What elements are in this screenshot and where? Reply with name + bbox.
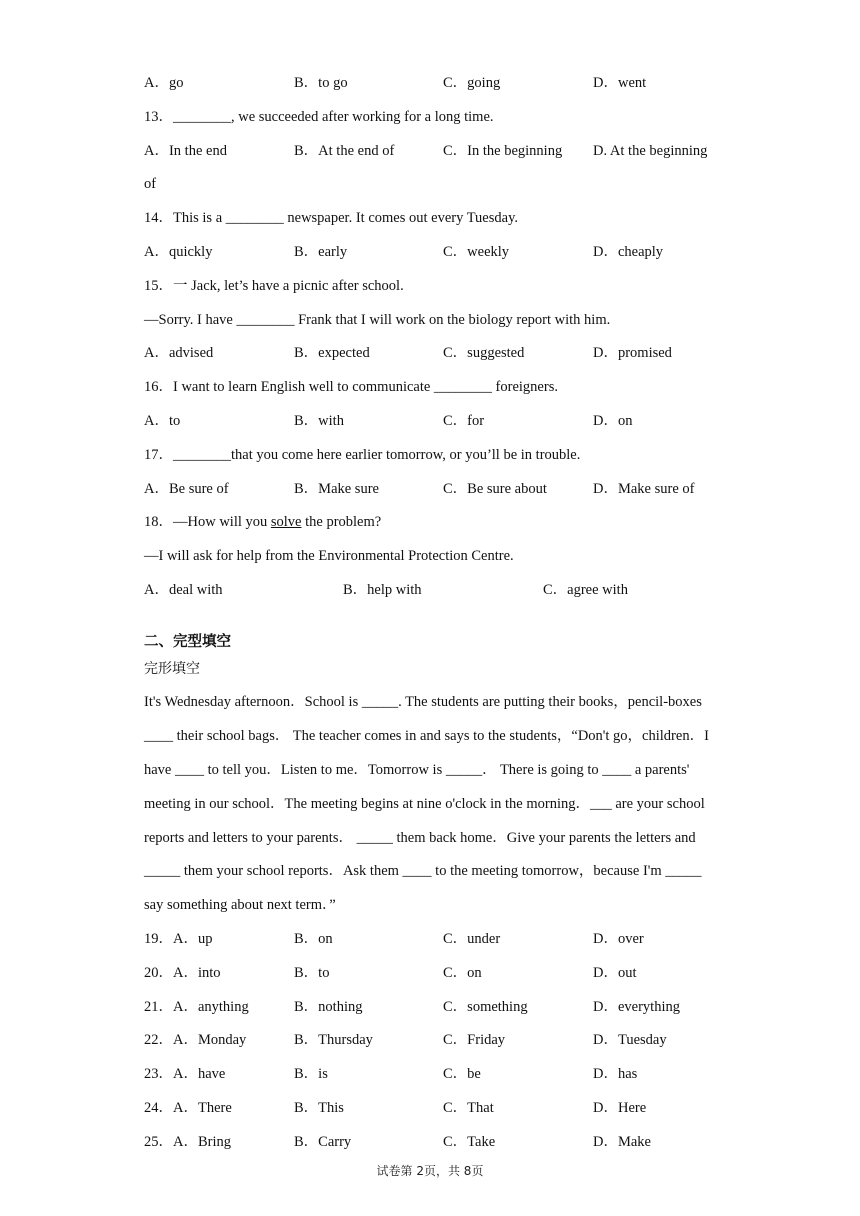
option-b: B．to go bbox=[294, 75, 348, 91]
option-d: D．over bbox=[593, 931, 644, 947]
option-a: A．go bbox=[144, 75, 184, 91]
option-b: B．Carry bbox=[294, 1134, 352, 1150]
option-d: D．on bbox=[593, 413, 633, 429]
option-d: D．Tuesday bbox=[593, 1032, 667, 1048]
option-c: C．That bbox=[443, 1100, 494, 1116]
option-c: C．Take bbox=[443, 1134, 496, 1150]
option-d: D．Make bbox=[593, 1134, 651, 1150]
question-number-option-a: 22．A．Monday bbox=[144, 1032, 247, 1048]
option-b: B．is bbox=[294, 1066, 328, 1082]
passage-line: _____ them your school reports．Ask them ____ to the meeting tomorrow，because I'm _____ bbox=[144, 863, 702, 879]
option-d: D. At the beginning bbox=[593, 143, 708, 159]
option-c: C．Be sure about bbox=[443, 481, 547, 497]
option-d: D．Here bbox=[593, 1100, 647, 1116]
question-13-wrap: of bbox=[144, 176, 157, 192]
question-15: 15．一 Jack, let’s have a picnic after school. bbox=[144, 278, 404, 294]
question-number-option-a: 23．A．have bbox=[144, 1066, 226, 1082]
option-b: B．nothing bbox=[294, 999, 363, 1015]
option-b: B．with bbox=[294, 413, 344, 429]
option-d: D．went bbox=[593, 75, 647, 91]
option-a: A．In the end bbox=[144, 143, 227, 159]
option-a: A．advised bbox=[144, 345, 214, 361]
passage-line: reports and letters to your parents． _____ them back home．Give your parents the letters and bbox=[144, 830, 696, 846]
option-c: C．something bbox=[443, 999, 528, 1015]
option-c: C．be bbox=[443, 1066, 481, 1082]
option-b: B．Thursday bbox=[294, 1032, 373, 1048]
question-17: 17．________that you come here earlier tomorrow, or you’ll be in trouble. bbox=[144, 447, 581, 463]
passage-line: It's Wednesday afternoon．School is _____. The students are putting their books，pencil-boxes bbox=[144, 694, 702, 710]
option-d: D．promised bbox=[593, 345, 672, 361]
option-c: C．suggested bbox=[443, 345, 525, 361]
question-18-prefix: 18．—How will you bbox=[144, 514, 271, 530]
question-number-option-a: 25．A．Bring bbox=[144, 1134, 231, 1150]
question-number-option-a: 19．A．up bbox=[144, 931, 213, 947]
option-b: B．early bbox=[294, 244, 348, 260]
question-14: 14．This is a ________ newspaper. It comes out every Tuesday. bbox=[144, 210, 518, 226]
underlined-word: solve bbox=[270, 514, 302, 530]
option-c: C．going bbox=[443, 75, 501, 91]
option-b: B．on bbox=[294, 931, 333, 947]
option-b: B．At the end of bbox=[294, 143, 395, 159]
option-b: B．to bbox=[294, 965, 330, 981]
option-d: D．everything bbox=[593, 999, 680, 1015]
question-18-reply: —I will ask for help from the Environmental Protection Centre. bbox=[144, 548, 514, 564]
question-15-reply: —Sorry. I have ________ Frank that I will work on the biology report with him. bbox=[144, 312, 611, 328]
section-subtitle: 完形填空 bbox=[144, 661, 200, 677]
option-a: A．quickly bbox=[144, 244, 213, 260]
option-d: D．cheaply bbox=[593, 244, 664, 260]
option-b: B．expected bbox=[294, 345, 370, 361]
option-a: A．Be sure of bbox=[144, 481, 229, 497]
option-c: C．under bbox=[443, 931, 501, 947]
question-18-suffix: the problem? bbox=[301, 514, 382, 530]
option-c: C．In the beginning bbox=[443, 143, 563, 159]
section-title: 二、完型填空 bbox=[144, 634, 231, 650]
page-footer: 试卷第 2页，共 8页 bbox=[376, 1164, 484, 1178]
question-number-option-a: 20．A．into bbox=[144, 965, 221, 981]
option-c: C．for bbox=[443, 413, 485, 429]
option-c: C．Friday bbox=[443, 1032, 506, 1048]
passage-line: have ____ to tell you．Listen to me．Tomorrow is _____． There is going to ____ a parents' bbox=[144, 762, 690, 778]
question-number-option-a: 24．A．There bbox=[144, 1100, 232, 1116]
option-d: D．Make sure of bbox=[593, 481, 695, 497]
option-d: D．has bbox=[593, 1066, 638, 1082]
question-number-option-a: 21．A．anything bbox=[144, 999, 249, 1015]
option-b: B．This bbox=[294, 1100, 344, 1116]
option-b: B．help with bbox=[343, 582, 422, 598]
option-c: C．agree with bbox=[543, 582, 628, 598]
option-c: C．on bbox=[443, 965, 482, 981]
passage-line: say something about next term．” bbox=[144, 897, 336, 913]
option-d: D．out bbox=[593, 965, 637, 981]
option-c: C．weekly bbox=[443, 244, 510, 260]
option-a: A．deal with bbox=[144, 582, 223, 598]
passage-line: ____ their school bags． The teacher comes in and says to the students，“Don't go，children．I bbox=[144, 728, 709, 744]
option-a: A．to bbox=[144, 413, 181, 429]
question-16: 16．I want to learn English well to communicate ________ foreigners. bbox=[144, 379, 558, 395]
option-b: B．Make sure bbox=[294, 481, 379, 497]
question-13: 13．________, we succeeded after working for a long time. bbox=[144, 109, 494, 125]
question-18 bbox=[144, 512, 381, 532]
passage-line: meeting in our school．The meeting begins at nine o'clock in the morning．___ are your school bbox=[144, 796, 705, 812]
